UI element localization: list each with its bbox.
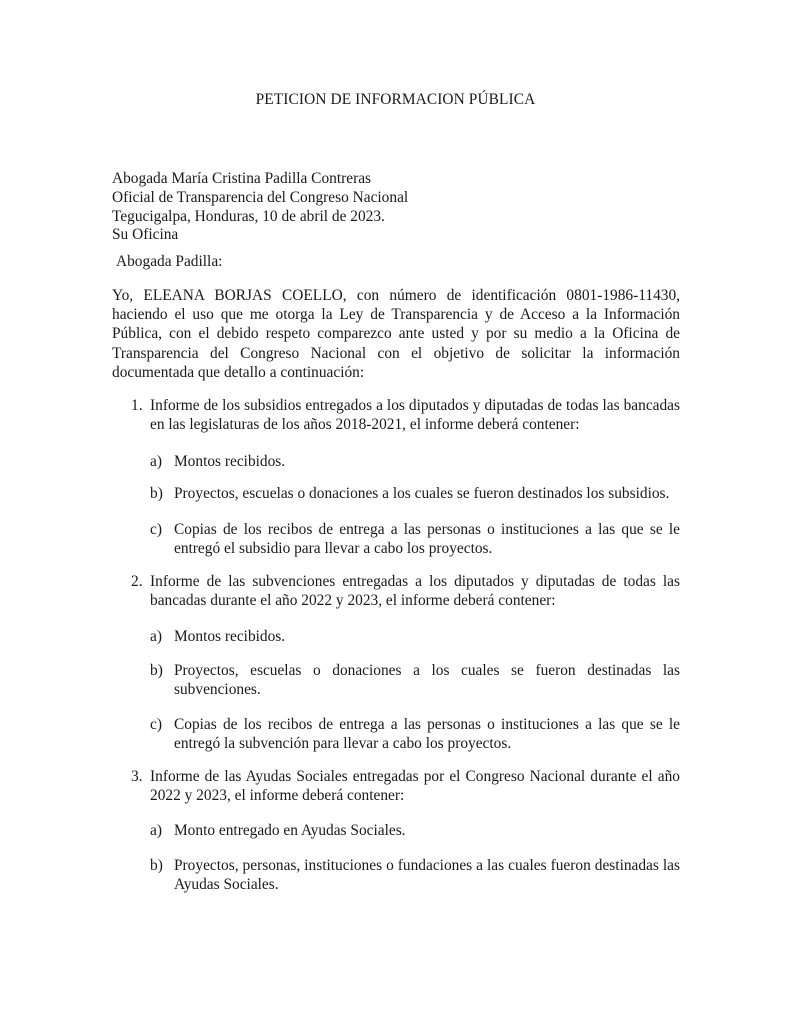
request-item-1-subitem-b <box>150 484 680 503</box>
document-title: PETICION DE INFORMACION PÚBLICA <box>255 91 536 108</box>
subitem-label: b) <box>150 485 163 502</box>
request-item-3 <box>131 767 680 805</box>
item-text: Informe de las Ayudas Sociales entregadas por el Congreso Nacional durante el año 2022 y 2023, el informe deberá contener: <box>150 768 680 805</box>
subitem-text: Copias de los recibos de entrega a las personas o instituciones a las que se le entregó el subsidio para llevar a cabo los proyectos. <box>174 521 680 558</box>
request-item-2-subitem-b <box>150 661 680 699</box>
item-text: Informe de las subvenciones entregadas a los diputados y diputadas de todas las bancadas durante el año 2022 y 2023, el informe deberá contener: <box>150 573 680 610</box>
request-item-3-subitem-a <box>150 821 680 840</box>
request-item-3-subitem-b <box>150 856 680 894</box>
subitem-text: Proyectos, escuelas o donaciones a los cuales se fueron destinados los subsidios. <box>174 485 670 502</box>
subitem-text: Montos recibidos. <box>174 628 286 645</box>
request-item-2-subitem-a <box>150 627 680 646</box>
subitem-label: c) <box>150 521 162 538</box>
item-number: 2. <box>131 573 143 590</box>
request-item-2-subitem-c <box>150 715 680 753</box>
item-text: Informe de los subsidios entregados a los diputados y diputadas de todas las bancadas en las legislaturas de los años 2018-2021, el informe deberá contener: <box>150 397 680 434</box>
salutation: Abogada Padilla: <box>116 253 223 270</box>
item-number: 3. <box>131 768 143 785</box>
request-item-1-subitem-a <box>150 452 680 471</box>
subitem-text: Copias de los recibos de entrega a las personas o instituciones a las que se le entregó la subvención para llevar a cabo los proyectos. <box>174 716 680 753</box>
subitem-label: a) <box>150 453 162 470</box>
subitem-text: Monto entregado en Ayudas Sociales. <box>174 822 406 839</box>
subitem-label: a) <box>150 628 162 645</box>
subitem-label: b) <box>150 857 163 874</box>
subitem-label: c) <box>150 716 162 733</box>
request-item-1 <box>131 396 680 434</box>
intro-paragraph: Yo, ELEANA BORJAS COELLO, con número de identificación 0801-1986-11430, haciendo el uso que me otorga la Ley de Transparencia y de Acceso a la Información Pública, con el debido respeto comparezco ante usted y por su medio a la Oficina de Transparencia del Congreso Nacional con el objetivo de solicitar la información documentada que detallo a continuación: <box>112 287 680 381</box>
recipient-office: Su Oficina <box>112 226 179 244</box>
recipient-address-block <box>112 170 408 245</box>
subitem-label: b) <box>150 662 163 679</box>
recipient-position: Oficial de Transparencia del Congreso Nacional <box>112 188 409 206</box>
recipient-name: Abogada María Cristina Padilla Contreras <box>112 170 372 187</box>
request-item-1-subitem-c <box>150 520 680 558</box>
item-number: 1. <box>131 397 143 414</box>
subitem-text: Proyectos, escuelas o donaciones a los cuales se fueron destinadas las subvenciones. <box>174 662 680 699</box>
request-item-2 <box>131 572 680 610</box>
subitem-text: Proyectos, personas, instituciones o fundaciones a las cuales fueron destinadas las Ayudas Sociales. <box>174 857 680 894</box>
place-and-date: Tegucigalpa, Honduras, 10 de abril de 2023. <box>112 207 385 225</box>
subitem-label: a) <box>150 822 162 839</box>
subitem-text: Montos recibidos. <box>174 453 286 470</box>
